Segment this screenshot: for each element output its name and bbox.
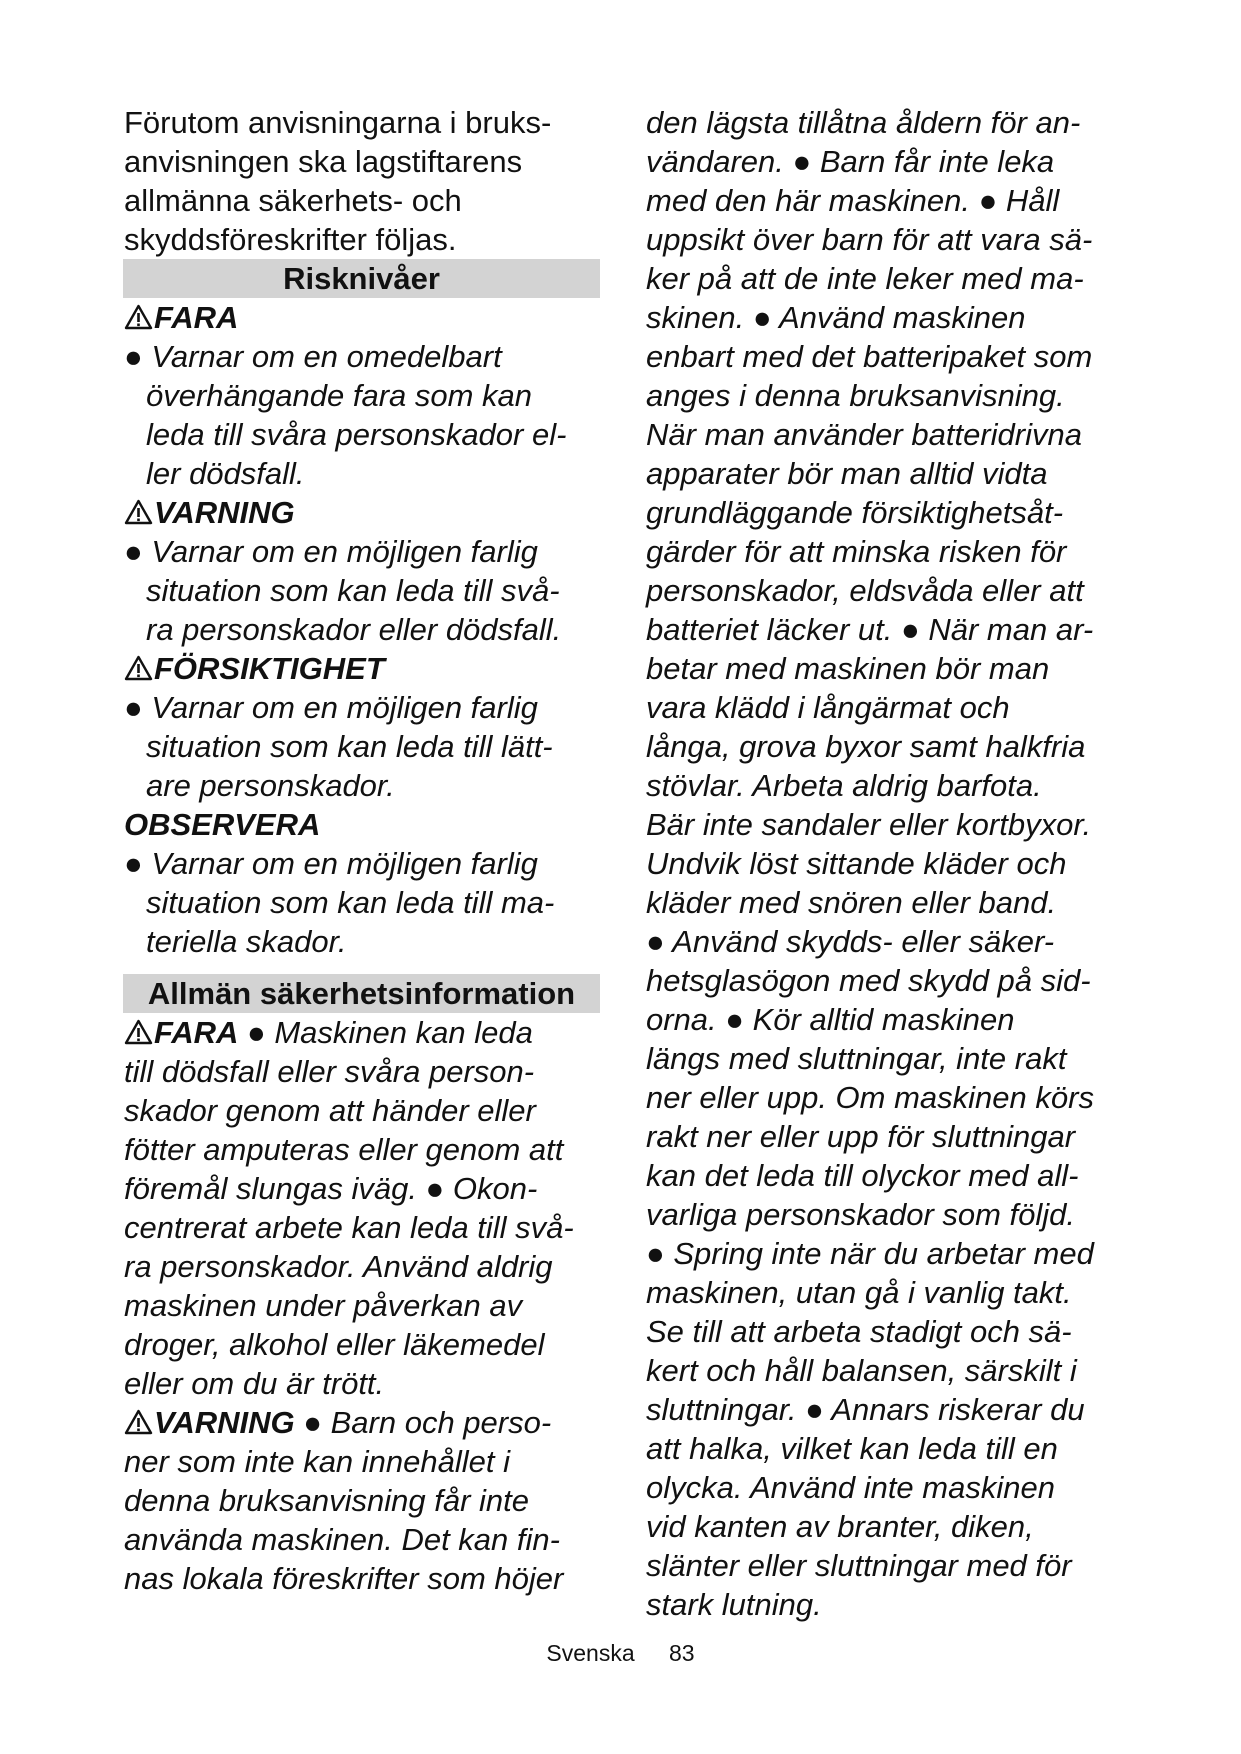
- text-line: Bär inte sandaler eller kortbyxor.: [646, 807, 1092, 842]
- text-line: [124, 1442, 600, 1481]
- text-line: [124, 805, 600, 844]
- text-segment: föremål slungas iväg. ● Okon-: [124, 1171, 538, 1206]
- page-number: 83: [669, 1640, 695, 1666]
- text-line: [124, 181, 600, 220]
- text-line: grundläggande försiktighetsåt-: [646, 495, 1064, 530]
- page-footer: [0, 1640, 1241, 1667]
- text-line: [124, 1091, 600, 1130]
- text-line: stövlar. Arbeta aldrig barfota.: [646, 768, 1042, 803]
- text-line: [124, 1481, 600, 1520]
- text-segment: anvisningen ska lagstiftarens: [124, 144, 523, 179]
- hazard-label: OBSERVERA: [124, 807, 321, 842]
- text-line: [124, 1559, 600, 1598]
- text-line: ● Använd skydds- eller säker-: [646, 924, 1055, 959]
- text-segment: allmänna säkerhets- och: [124, 183, 462, 218]
- text-segment: Förutom anvisningarna i bruks-: [124, 105, 552, 140]
- warning-triangle-icon: [124, 1405, 153, 1431]
- warning-triangle-icon: [124, 1015, 153, 1041]
- text-line: [124, 376, 600, 415]
- right-column: [646, 103, 1126, 1624]
- text-line: ● Spring inte när du arbetar med: [646, 1236, 1094, 1271]
- text-line: anges i denna bruksanvisning.: [646, 378, 1065, 413]
- text-line: att halka, vilket kan leda till en: [646, 1431, 1058, 1466]
- text-line: Se till att arbeta stadigt och sä-: [646, 1314, 1072, 1349]
- text-line: skinen. ● Använd maskinen: [646, 300, 1026, 335]
- text-line: [124, 844, 600, 883]
- text-line: [124, 766, 600, 805]
- text-line: olycka. Använd inte maskinen: [646, 1470, 1055, 1505]
- text-line: hetsglasögon med skydd på sid-: [646, 963, 1091, 998]
- text-line: vara klädd i långärmat och: [646, 690, 1010, 725]
- text-segment: överhängande fara som kan: [146, 378, 533, 413]
- text-segment: leda till svåra personskador el-: [146, 417, 567, 452]
- text-line: långa, grova byxor samt halkfria: [646, 729, 1086, 764]
- text-line: maskinen, utan gå i vanlig takt.: [646, 1275, 1072, 1310]
- text-line: batteriet läcker ut. ● När man ar-: [646, 612, 1094, 647]
- text-line: När man använder batteridrivna: [646, 417, 1082, 452]
- text-line: apparater bör man alltid vidta: [646, 456, 1048, 491]
- text-segment: Risknivåer: [283, 261, 440, 296]
- text-line: uppsikt över barn för att vara sä-: [646, 222, 1093, 257]
- text-line: vid kanten av branter, diken,: [646, 1509, 1034, 1544]
- text-segment: ● Varnar om en möjligen farlig: [124, 534, 538, 569]
- text-line: [124, 1286, 600, 1325]
- text-line: [124, 571, 600, 610]
- text-segment: skyddsföreskrifter följas.: [124, 222, 457, 257]
- text-segment: Allmän säkerhetsinformation: [147, 976, 576, 1011]
- text-line: vändaren. ● Barn får inte leka: [646, 144, 1055, 179]
- text-line: [124, 220, 600, 259]
- text-segment: ner som inte kan innehållet i: [124, 1444, 511, 1479]
- section-heading: [123, 974, 600, 1013]
- text-segment: skador genom att händer eller: [124, 1093, 536, 1128]
- text-line: stark lutning.: [646, 1587, 822, 1622]
- text-line: Undvik löst sittande kläder och: [646, 846, 1067, 881]
- hazard-label: VARNING: [154, 495, 295, 530]
- text-line: varliga personskador som följd.: [646, 1197, 1076, 1232]
- text-line: [124, 1208, 600, 1247]
- warning-triangle-icon: [124, 651, 153, 677]
- text-line: [124, 493, 600, 532]
- section-heading: [123, 259, 600, 298]
- text-segment: droger, alkohol eller läkemedel: [124, 1327, 545, 1362]
- text-line: kan det leda till olyckor med all-: [646, 1158, 1079, 1193]
- hazard-label: FÖRSIKTIGHET: [154, 651, 385, 686]
- text-segment: ● Barn och perso-: [294, 1405, 552, 1440]
- text-line: [124, 1052, 600, 1091]
- footer-language: Svenska: [546, 1640, 635, 1666]
- text-segment: ra personskador eller dödsfall.: [146, 612, 562, 647]
- text-line: gärder för att minska risken för: [646, 534, 1067, 569]
- text-segment: ● Varnar om en omedelbart: [124, 339, 502, 374]
- text-segment: maskinen under påverkan av: [124, 1288, 523, 1323]
- text-segment: ler dödsfall.: [146, 456, 305, 491]
- text-segment: denna bruksanvisning får inte: [124, 1483, 529, 1518]
- text-line: [124, 1325, 600, 1364]
- text-segment: situation som kan leda till svå-: [146, 573, 560, 608]
- text-line: [124, 1013, 600, 1052]
- text-line: [124, 1169, 600, 1208]
- text-segment: centrerat arbete kan leda till svå-: [124, 1210, 574, 1245]
- text-line: [124, 337, 600, 376]
- text-line: betar med maskinen bör man: [646, 651, 1050, 686]
- text-line: [124, 415, 600, 454]
- text-line: den lägsta tillåtna åldern för an-: [646, 105, 1081, 140]
- text-line: [124, 727, 600, 766]
- hazard-label: FARA: [154, 1015, 239, 1050]
- text-segment: nas lokala föreskrifter som höjer: [124, 1561, 564, 1596]
- text-line: kert och håll balansen, särskilt i: [646, 1353, 1077, 1388]
- text-segment: använda maskinen. Det kan fin-: [124, 1522, 560, 1557]
- text-line: [124, 1520, 600, 1559]
- text-segment: teriella skador.: [146, 924, 347, 959]
- text-segment: eller om du är trött.: [124, 1366, 385, 1401]
- hazard-label: VARNING: [154, 1405, 295, 1440]
- text-line: [124, 649, 600, 688]
- text-line: ner eller upp. Om maskinen körs: [646, 1080, 1094, 1115]
- text-line: [124, 103, 600, 142]
- text-segment: ra personskador. Använd aldrig: [124, 1249, 553, 1284]
- text-segment: ● Varnar om en möjligen farlig: [124, 690, 538, 725]
- text-line: [124, 1403, 600, 1442]
- text-line: [124, 922, 600, 961]
- warning-triangle-icon: [124, 495, 153, 521]
- text-line: [124, 454, 600, 493]
- text-segment: till dödsfall eller svåra person-: [124, 1054, 535, 1089]
- text-line: orna. ● Kör alltid maskinen: [646, 1002, 1015, 1037]
- text-segment: are personskador.: [146, 768, 395, 803]
- text-line: längs med sluttningar, inte rakt: [646, 1041, 1067, 1076]
- text-line: enbart med det batteripaket som: [646, 339, 1093, 374]
- text-line: kläder med snören eller band.: [646, 885, 1057, 920]
- text-line: [124, 1130, 600, 1169]
- text-segment: situation som kan leda till lätt-: [146, 729, 553, 764]
- text-line: slänter eller sluttningar med för: [646, 1548, 1072, 1583]
- text-segment: situation som kan leda till ma-: [146, 885, 555, 920]
- text-line: [124, 883, 600, 922]
- text-line: [124, 610, 600, 649]
- text-line: rakt ner eller upp för sluttningar: [646, 1119, 1076, 1154]
- text-line: [124, 142, 600, 181]
- left-column: [124, 103, 600, 1598]
- text-line: sluttningar. ● Annars riskerar du: [646, 1392, 1085, 1427]
- text-line: med den här maskinen. ● Håll: [646, 183, 1060, 218]
- text-line: personskador, eldsvåda eller att: [646, 573, 1084, 608]
- text-line: [124, 1364, 600, 1403]
- text-segment: ● Maskinen kan leda: [238, 1015, 533, 1050]
- text-line: ker på att de inte leker med ma-: [646, 261, 1084, 296]
- text-line: [124, 688, 600, 727]
- text-line: [124, 532, 600, 571]
- text-line: [124, 298, 600, 337]
- hazard-label: FARA: [154, 300, 239, 335]
- text-segment: ● Varnar om en möjligen farlig: [124, 846, 538, 881]
- text-line: [124, 1247, 600, 1286]
- text-segment: fötter amputeras eller genom att: [124, 1132, 564, 1167]
- warning-triangle-icon: [124, 300, 153, 326]
